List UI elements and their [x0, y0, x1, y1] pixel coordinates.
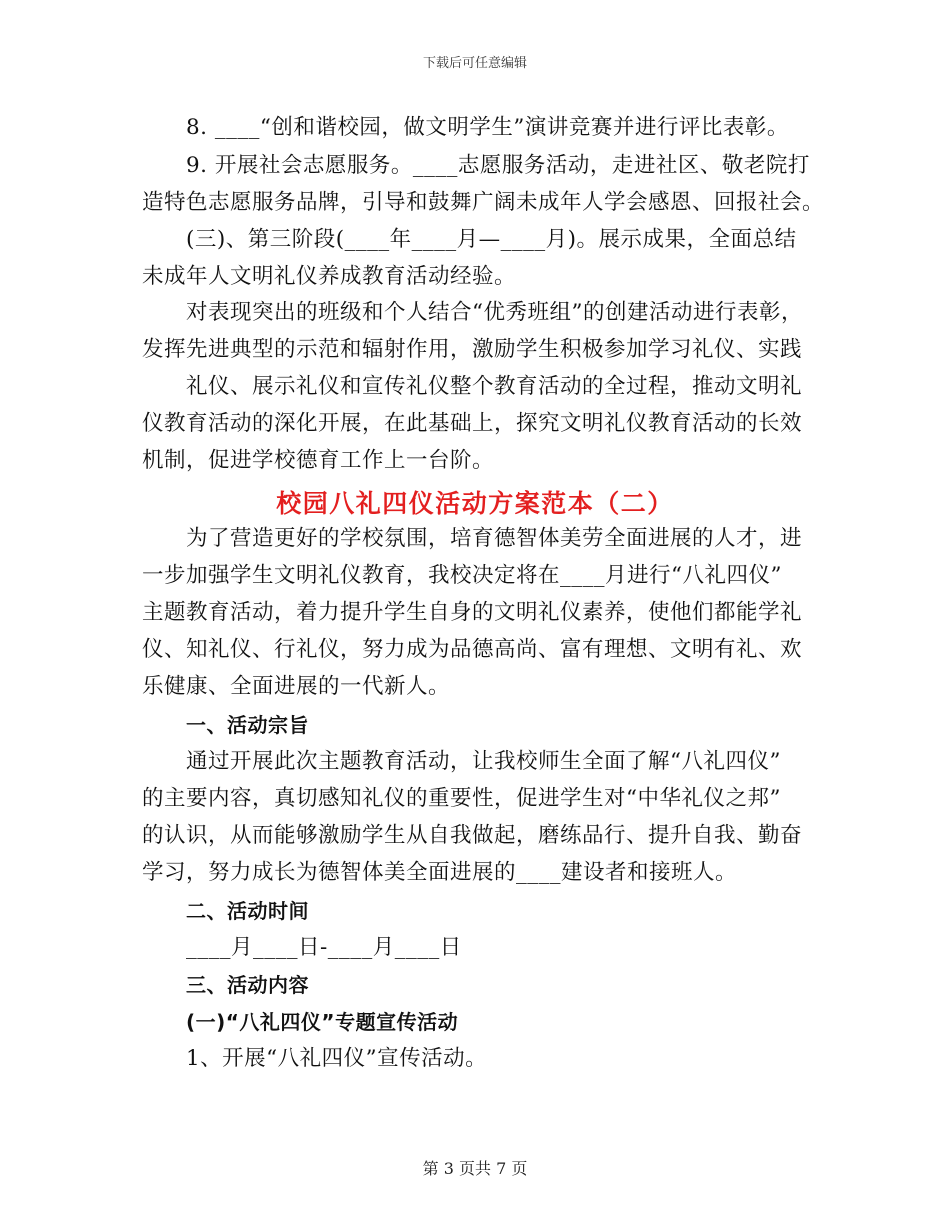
paragraph-line: 8. ____“创和谐校园，做文明学生”演讲竞赛并进行评比表彰。: [186, 115, 789, 140]
paragraph-line: 一步加强学生文明礼仪教育，我校决定将在____月进行“八礼四仪”: [142, 563, 782, 588]
paragraph-line: 造特色志愿服务品牌，引导和鼓舞广阔未成年人学会感恩、回报社会。: [142, 190, 825, 215]
page-footer: 第 3 页共 7 页: [422, 1159, 528, 1178]
paragraph-line: 仪、知礼仪、行礼仪，努力成为品德高尚、富有理想、文明有礼、欢: [142, 637, 803, 662]
paragraph-line: 发挥先进典型的示范和辐射作用，激励学生积极参加学习礼仪、实践: [142, 337, 803, 362]
paragraph-line: 9. 开展社会志愿服务。____志愿服务活动，走进社区、敬老院打: [186, 153, 810, 178]
paragraph-line: 乐健康、全面进展的一代新人。: [142, 674, 451, 699]
heading-content: 三、活动内容: [186, 973, 309, 997]
paragraph-line: 机制，促进学校德育工作上一台阶。: [142, 448, 495, 473]
paragraph-line: 仪教育活动的深化开展，在此基础上，探究文明礼仪教育活动的长效: [142, 411, 803, 436]
paragraph-line: 礼仪、展示礼仪和宣传礼仪整个教育活动的全过程，推动文明礼: [186, 374, 803, 399]
paragraph-line: 学习，努力成长为德智体美全面进展的____建设者和接班人。: [142, 860, 738, 885]
paragraph-line: (三)、第三阶段(____年____月—____月)。展示成果，全面总结: [186, 227, 797, 252]
paragraph-line: 1、开展“八礼四仪”宣传活动。: [186, 1046, 488, 1071]
paragraph-line: 为了营造更好的学校氛围，培育德智体美劳全面进展的人才，进: [186, 526, 803, 551]
paragraph-line: 通过开展此次主题教育活动，让我校师生全面了解“八礼四仪”: [186, 749, 781, 774]
heading-purpose: 一、活动宗旨: [186, 713, 309, 737]
paragraph-line: 主题教育活动，着力提升学生自身的文明礼仪素养，使他们都能学礼: [142, 600, 803, 625]
paragraph-line: 的认识，从而能够激励学生从自我做起，磨练品行、提升自我、勤奋: [142, 823, 803, 848]
paragraph-line: 未成年人文明礼仪养成教育活动经验。: [142, 264, 517, 289]
paragraph-line: 对表现突出的班级和个人结合“优秀班组”的创建活动进行表彰，: [186, 300, 803, 325]
heading-time: 二、活动时间: [186, 899, 309, 923]
section-title: 校园八礼四仪活动方案范本（二）: [276, 489, 674, 518]
paragraph-line: 的主要内容，真切感知礼仪的重要性，促进学生对“中华礼仪之邦”: [142, 786, 781, 811]
page-header: 下载后可任意编辑: [422, 56, 527, 71]
date-range-line: ____月____日-____月____日: [186, 935, 462, 960]
subheading-promotion: (一)“八礼四仪”专题宣传活动: [186, 1010, 459, 1034]
